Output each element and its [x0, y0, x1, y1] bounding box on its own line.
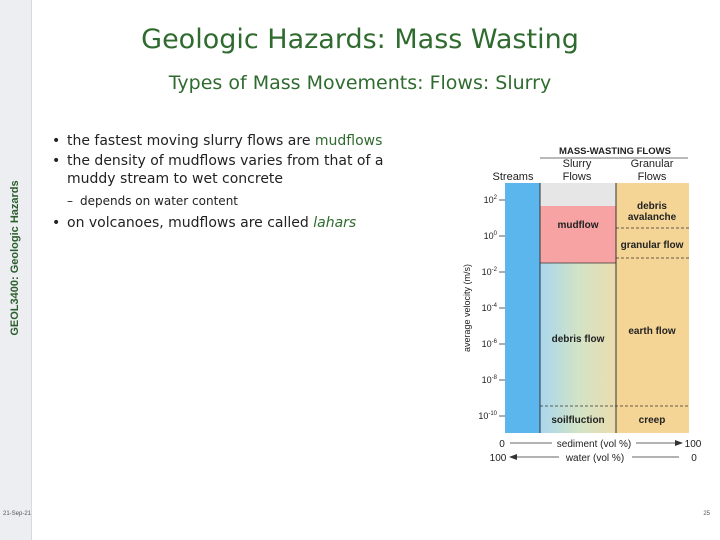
slide-subtitle: Types of Mass Movements: Flows: Slurry: [168, 72, 552, 94]
zone-label-granular-flow: granular flow: [620, 240, 684, 251]
slide-title: Geologic Hazards: Mass Wasting: [141, 24, 579, 55]
figure-title: MASS-WASTING FLOWS: [559, 146, 671, 157]
bullet-text: on volcanoes, mudflows are called: [67, 215, 314, 231]
y-tick-label: $10^{-8}$: [481, 375, 497, 385]
sub-bullet-item: [52, 192, 412, 210]
y-tick-label: $10^{-4}$: [481, 303, 497, 313]
y-tick-label: $10^0$: [483, 231, 497, 241]
mudflow-zone: [540, 206, 616, 263]
bullet-text: the density of mudflows varies from that of a: [67, 153, 384, 169]
water-axis-label: water (vol %): [565, 453, 625, 464]
bullet-item: [52, 152, 412, 188]
bullet-glyph: •: [52, 133, 61, 149]
col-header-granular-2: Flows: [637, 171, 667, 183]
streams-zone: [505, 183, 540, 433]
sub-bullet-text: depends on water content: [80, 194, 238, 208]
y-tick-label: $10^{-6}$: [481, 339, 497, 349]
emphasis-mudflows: mudflows: [314, 133, 383, 149]
y-tick-label: $10^{-10}$: [478, 411, 497, 421]
y-axis-ticks: [478, 195, 505, 421]
zone-label-mudflow: mudflow: [557, 220, 599, 231]
course-label: GEOL3400: Geologic Hazards: [9, 180, 21, 336]
bullet-list: [52, 132, 412, 234]
zone-label-debris-avalanche-1: debris: [636, 201, 668, 212]
bullet-glyph: •: [52, 153, 61, 169]
zone-label-soilfluction: soilfluction: [551, 415, 605, 426]
col-header-granular-1: Granular: [630, 158, 674, 170]
col-header-streams: Streams: [492, 171, 534, 183]
y-tick-label: $10^2$: [483, 195, 497, 205]
sediment-arrowhead: [675, 440, 683, 446]
water-min-label: 0: [691, 453, 697, 464]
page-number: 25: [703, 511, 710, 517]
bullet-item: [52, 132, 412, 150]
slurry-header-band: [540, 183, 616, 206]
y-tick-label: $10^{-2}$: [481, 267, 497, 277]
zone-label-debris-flow: debris flow: [551, 334, 605, 345]
sediment-min-label: 0: [499, 439, 505, 450]
zone-label-debris-avalanche-2: avalanche: [627, 212, 677, 223]
bullet-glyph: •: [52, 215, 61, 231]
bullet-text-continued: muddy stream to wet concrete: [67, 171, 284, 187]
zone-label-earth-flow: earth flow: [628, 326, 676, 337]
footer-date: 21-Sep-21: [3, 511, 32, 517]
emphasis-lahars: lahars: [313, 215, 357, 231]
sediment-axis-label: sediment (vol %): [556, 439, 632, 450]
zone-label-creep: creep: [638, 415, 666, 426]
bullet-item: [52, 214, 412, 232]
col-header-slurry-1: Slurry: [562, 158, 592, 170]
y-axis-label: average velocity (m/s): [462, 263, 472, 353]
bullet-text: the fastest moving slurry flows are: [67, 133, 315, 149]
water-max-label: 100: [489, 453, 507, 464]
dash-glyph: –: [67, 194, 73, 208]
col-header-slurry-2: Flows: [562, 171, 592, 183]
mass-wasting-figure: [455, 138, 705, 468]
sediment-max-label: 100: [684, 439, 702, 450]
